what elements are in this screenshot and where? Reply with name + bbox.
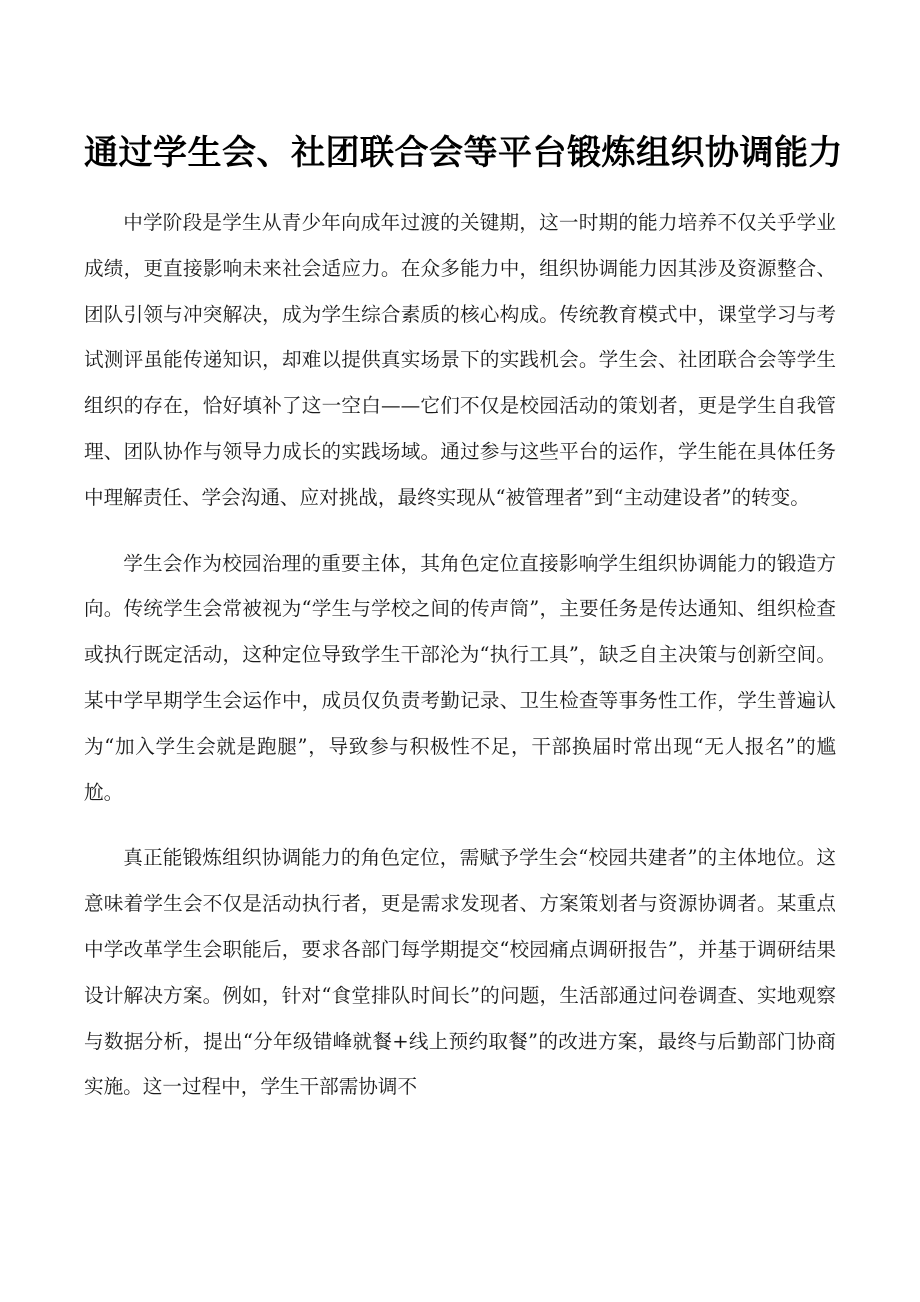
paragraph-intro: 中学阶段是学生从青少年向成年过渡的关键期，这一时期的能力培养不仅关乎学业成绩，更直接影响未来社会适应力。在众多能力中，组织协调能力因其涉及资源整合、团队引领与冲突解决，成为学生综合素质的核心构成。传统教育模式中，课堂学习与考试测评虽能传递知识，却难以提供真实场景下的实践机会。学生会、社团联合会等学生组织的存在，恰好填补了这一空白——它们不仅是校园活动的策划者，更是学生自我管理、团队协作与领导力成长的实践场域。通过参与这些平台的运作，学生能在具体任务中理解责任、学会沟通、应对挑战，最终实现从“被管理者”到“主动建设者”的转变。 xyxy=(84,211,836,509)
paragraph-student-union-role: 学生会作为校园治理的重要主体，其角色定位直接影响学生组织协调能力的锻造方向。传统学生会常被视为“学生与学校之间的传声筒”，主要任务是传达通知、组织检查或执行既定活动，这种定位导致学生干部沦为“执行工具”，缺乏自主决策与创新空间。某中学早期学生会运作中，成员仅负责考勤记录、卫生检查等事务性工作，学生普遍认为“加入学生会就是跑腿”，导致参与积极性不足，干部换届时常出现“无人报名”的尴尬。 xyxy=(84,551,836,804)
document-title: 通过学生会、社团联合会等平台锻炼组织协调能力 xyxy=(84,133,843,173)
paragraph-co-builder: 真正能锻炼组织协调能力的角色定位，需赋予学生会“校园共建者”的主体地位。这意味着学生会不仅是活动执行者，更是需求发现者、方案策划者与资源协调者。某重点中学改革学生会职能后，要求各部门每学期提交“校园痛点调研报告”，并基于调研结果设计解决方案。例如，针对“食堂排队时间长”的问题，生活部通过问卷调查、实地观察与数据分析，提出“分年级错峰就餐+线上预约取餐”的改进方案，最终与后勤部门协商实施。这一过程中，学生干部需协调不 xyxy=(84,846,836,1099)
document-body xyxy=(84,200,836,1110)
